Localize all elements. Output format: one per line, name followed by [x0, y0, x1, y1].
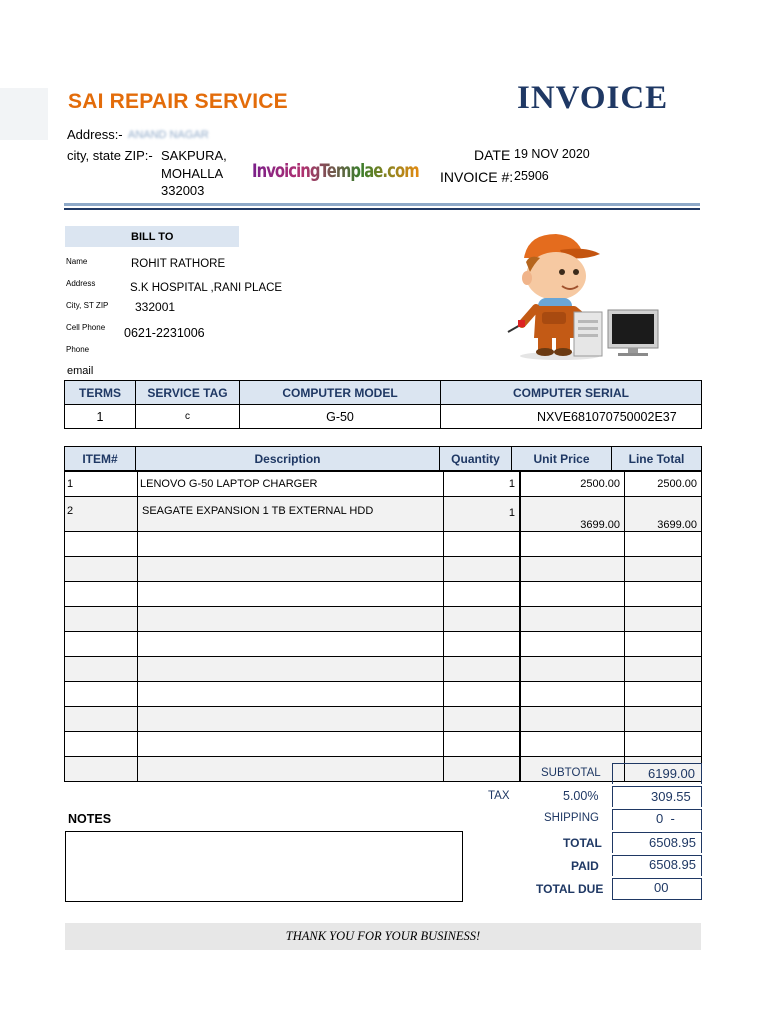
service-table [64, 380, 702, 429]
items-body [64, 471, 702, 782]
table-row [65, 532, 702, 557]
item-number: 2 [65, 497, 138, 532]
computer-model-header: COMPUTER MODEL [240, 381, 441, 405]
table-row [65, 682, 702, 707]
watermark-logo: InvoicingTemplae.com [252, 160, 419, 182]
header-rule [64, 203, 700, 206]
paid-value: 6508.95 [649, 857, 696, 872]
service-tag-header: SERVICE TAG [136, 381, 240, 405]
service-tag-value: c [136, 405, 240, 429]
invoice-number-value: 25906 [514, 169, 549, 183]
city-st-zip-label: City, ST ZIP [66, 301, 109, 310]
email-label: email [67, 365, 94, 377]
city-line-2: MOHALLA [161, 166, 224, 181]
item-number: 1 [65, 472, 138, 497]
table-row [65, 707, 702, 732]
table-row [65, 607, 702, 632]
total-value: 6508.95 [649, 835, 696, 850]
tax-value: 309.55 [651, 789, 691, 804]
tax-label: TAX [488, 790, 510, 802]
table-row [65, 472, 702, 497]
table-row [65, 557, 702, 582]
total-due-value: 00 [654, 880, 669, 895]
bill-address-value: S.K HOSPITAL ,RANI PLACE [130, 282, 283, 294]
paid-label: PAID [571, 859, 599, 873]
table-row [65, 497, 702, 532]
item-line-total: 2500.00 [625, 472, 702, 497]
table-row [65, 632, 702, 657]
date-label: DATE [474, 147, 511, 163]
city-line-1: SAKPURA, [161, 148, 227, 163]
technician-illustration [500, 228, 665, 363]
item-unit-price: 3699.00 [520, 497, 625, 532]
terms-header: TERMS [65, 381, 136, 405]
header-rule-dark [64, 208, 700, 210]
table-row [65, 657, 702, 682]
items-table [64, 446, 702, 471]
computer-serial-value: NXVE681070750002E37 [441, 405, 702, 429]
description-header: Description [136, 447, 440, 471]
table-row [65, 582, 702, 607]
item-quantity: 1 [444, 472, 521, 497]
table-row [65, 757, 702, 782]
cell-phone-value: 0621-2231006 [124, 326, 205, 340]
shipping-label: SHIPPING [544, 812, 599, 824]
bill-to-header [65, 226, 239, 247]
item-unit-price: 2500.00 [520, 472, 625, 497]
unit-price-header: Unit Price [512, 447, 612, 471]
city-line-3: 332003 [161, 183, 205, 198]
shipping-value: 0 - [656, 811, 675, 826]
quantity-header: Quantity [440, 447, 512, 471]
terms-value: 1 [65, 405, 136, 429]
city-state-label: city, state ZIP:- [67, 148, 153, 163]
notes-label: NOTES [68, 812, 112, 826]
notes-box[interactable] [65, 831, 463, 902]
item-description: LENOVO G-50 LAPTOP CHARGER [138, 472, 444, 497]
address-value: ANAND NAGAR [128, 129, 209, 141]
total-due-label: TOTAL DUE [536, 882, 604, 896]
address-label: Address:- [67, 127, 123, 142]
invoice-number-label: INVOICE #: [440, 169, 514, 185]
item-number-header: ITEM# [65, 447, 136, 471]
item-line-total: 3699.00 [625, 497, 702, 532]
item-quantity: 1 [444, 497, 521, 532]
total-label: TOTAL [563, 836, 602, 850]
computer-model-value: G-50 [240, 405, 441, 429]
corner-shade [0, 88, 48, 140]
city-st-zip-value: 332001 [135, 300, 176, 314]
invoice-title: INVOICE [517, 80, 669, 116]
phone-label: Phone [66, 345, 90, 354]
name-label: Name [66, 257, 88, 266]
thank-you-banner [65, 923, 701, 950]
line-total-header: Line Total [612, 447, 702, 471]
table-row [65, 732, 702, 757]
item-description: SEAGATE EXPANSION 1 TB EXTERNAL HDD [138, 497, 444, 532]
tax-rate: 5.00% [563, 789, 599, 803]
bill-to-heading: BILL TO [131, 231, 174, 243]
name-value: ROHIT RATHORE [131, 258, 226, 270]
subtotal-value: 6199.00 [648, 766, 695, 781]
company-name: SAI REPAIR SERVICE [68, 90, 288, 113]
bill-address-label: Address [66, 279, 96, 288]
date-value: 19 NOV 2020 [514, 147, 590, 161]
computer-serial-header: COMPUTER SERIAL [441, 381, 702, 405]
subtotal-label: SUBTOTAL [541, 767, 601, 779]
cell-phone-label: Cell Phone [66, 323, 106, 332]
thank-you-text: THANK YOU FOR YOUR BUSINESS! [285, 929, 481, 943]
